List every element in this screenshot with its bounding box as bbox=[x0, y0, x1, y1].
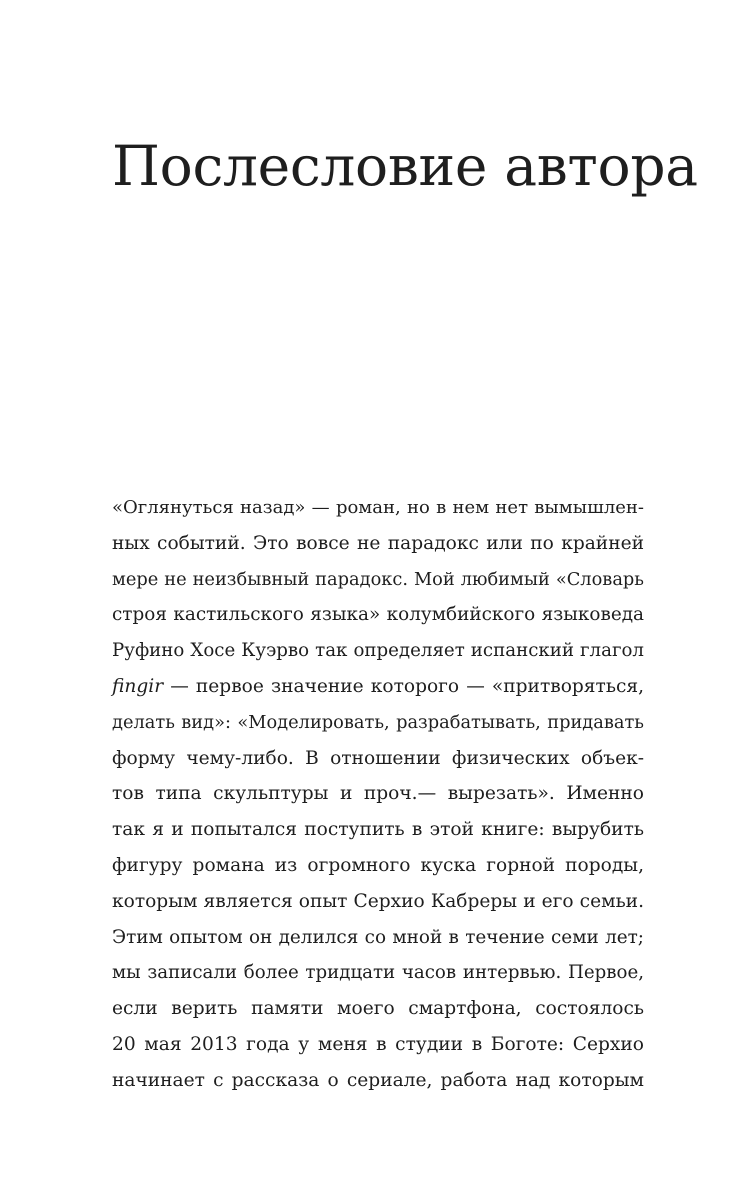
paragraph-line: 20 мая 2013 года у меня в студии в Боготе: Серхио bbox=[112, 1033, 644, 1055]
paragraph-line: фигуру романа из огромного куска горной породы, bbox=[112, 854, 644, 876]
body-paragraph bbox=[112, 490, 644, 1099]
italic-word: fingir bbox=[112, 675, 164, 697]
paragraph-line: так я и попытался поступить в этой книге: вырубить bbox=[112, 819, 644, 841]
paragraph-line: мы записали более тридцати часов интервью. Первое, bbox=[112, 962, 644, 984]
paragraph-line: форму чему-либо. В отношении физических объек- bbox=[112, 747, 644, 769]
paragraph-line-rest: — первое значение которого — «притворяться, bbox=[163, 675, 644, 697]
paragraph-line: ных событий. Это вовсе не парадокс или по крайней bbox=[112, 532, 644, 554]
paragraph-line: строя кастильского языка» колумбийского языковеда bbox=[112, 604, 644, 626]
paragraph-line: делать вид»: «Моделировать, разрабатывать, придавать bbox=[112, 711, 644, 733]
paragraph-line bbox=[112, 669, 644, 705]
paragraph-line: Этим опытом он делился со мной в течение семи лет; bbox=[112, 926, 644, 948]
paragraph-line: тов типа скульптуры и проч.— вырезать». Именно bbox=[112, 783, 644, 805]
paragraph-line: мере не неизбывный парадокс. Мой любимый «Словарь bbox=[112, 568, 644, 590]
paragraph-line: «Оглянуться назад» — роман, но в нем нет вымышлен- bbox=[112, 497, 644, 518]
paragraph-line: если верить памяти моего смартфона, состоялось bbox=[112, 998, 644, 1020]
page-title: Послесловие автора bbox=[112, 134, 698, 198]
paragraph-line: начинает с рассказа о сериале, работа над которым bbox=[112, 1069, 644, 1091]
paragraph-line: которым является опыт Серхио Кабреры и его семьи. bbox=[112, 890, 644, 912]
paragraph-line: Руфино Хосе Куэрво так определяет испанский глагол bbox=[112, 640, 644, 662]
